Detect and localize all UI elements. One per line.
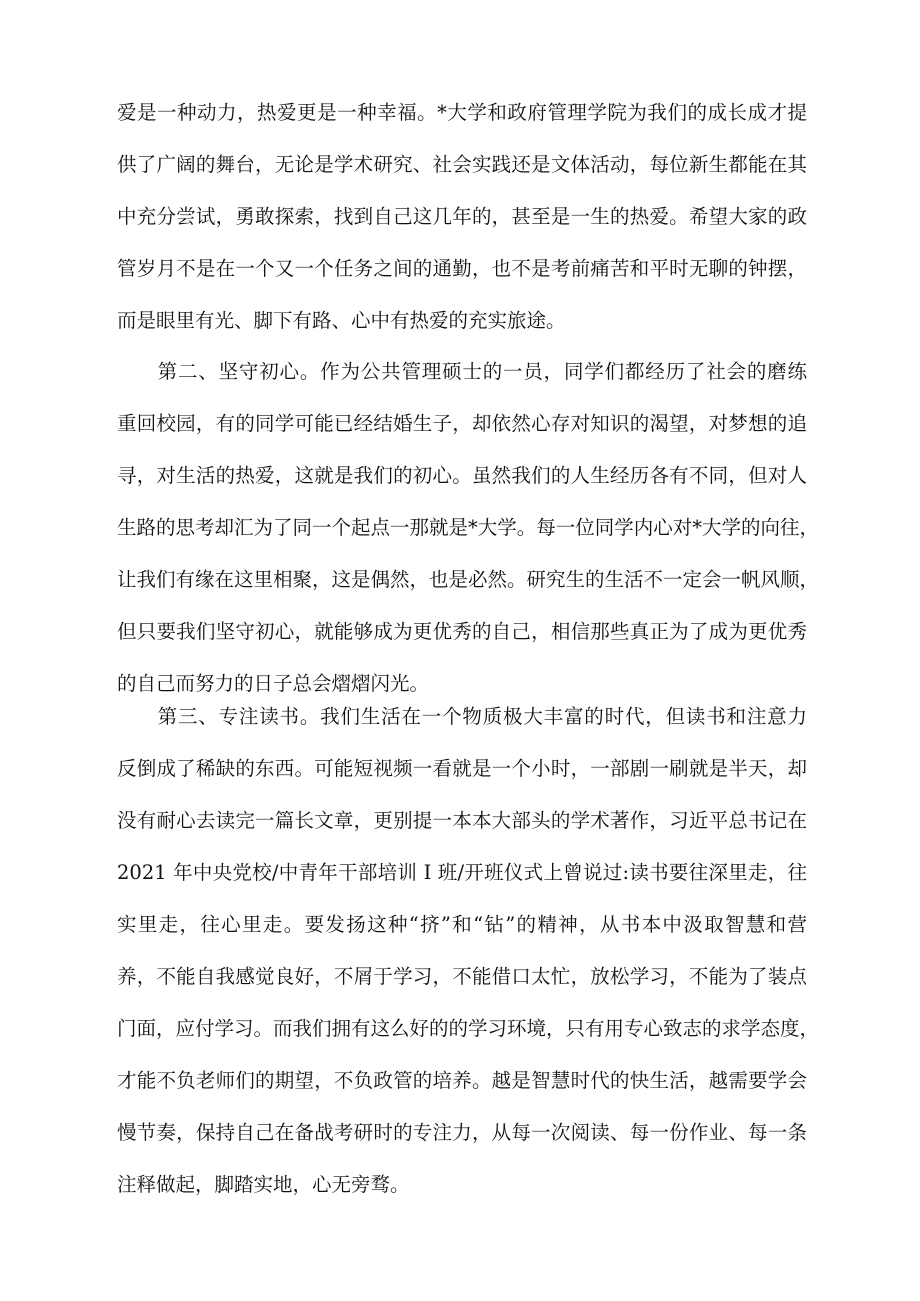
text-line: 让我们有缘在这里相聚，这是偶然，也是必然。研究生的生活不一定会一帆风顺， xyxy=(117,568,820,591)
text-line: 没有耐心去读完一篇长文章，更别提一本本大部头的学术著作，习近平总书记在 xyxy=(117,809,807,832)
text-line: 供了广阔的舞台，无论是学术研究、社会实践还是文体活动，每位新生都能在其 xyxy=(117,153,807,176)
text-line: 慢节奏，保持自己在备战考研时的专注力，从每一次阅读、每一份作业、每一条 xyxy=(117,1121,807,1144)
text-line: 爱是一种动力，热爱更是一种幸福。*大学和政府管理学院为我们的成长成才提 xyxy=(117,101,807,124)
paragraph-original-aspiration xyxy=(117,346,820,710)
text-line: 第二、坚守初心。作为公共管理硕士的一员，同学们都经历了社会的磨练 xyxy=(117,360,807,383)
text-line: 中充分尝试，勇敢探索，找到自己这几年的，甚至是一生的热爱。希望大家的政 xyxy=(117,205,807,228)
text-line: 2021 年中央党校/中青年干部培训 I 班/开班仪式上曾说过:读书要往深里走，往 xyxy=(117,861,807,884)
text-line: 第三、专注读书。我们生活在一个物质极大丰富的时代，但读书和注意力 xyxy=(117,705,807,728)
text-line: 的自己而努力的日子总会熠熠闪光。 xyxy=(117,672,430,695)
text-line: 管岁月不是在一个又一个任务之间的通勤，也不是考前痛苦和平时无聊的钟摆， xyxy=(117,257,807,280)
text-line: 养，不能自我感觉良好，不屑于学习，不能借口太忙，放松学习，不能为了装点 xyxy=(117,965,807,988)
paragraph-passion xyxy=(117,87,807,347)
text-line: 重回校园，有的同学可能已经结婚生子，却依然心存对知识的渴望，对梦想的追 xyxy=(117,412,807,435)
text-line: 实里走，往心里走。要发扬这种“挤”和“钻”的精神，从书本中汲取智慧和营 xyxy=(117,913,807,936)
text-line: 但只要我们坚守初心，就能够成为更优秀的自己，相信那些真正为了成为更优秀 xyxy=(117,620,807,643)
text-line: 而是眼里有光、脚下有路、心中有热爱的充实旅途。 xyxy=(117,309,566,332)
paragraph-focus-reading xyxy=(117,691,820,1211)
text-line: 注释做起，脚踏实地，心无旁骛。 xyxy=(117,1173,410,1196)
text-line: 反倒成了稀缺的东西。可能短视频一看就是一个小时，一部剧一刷就是半天，却 xyxy=(117,757,807,780)
text-line: 门面，应付学习。而我们拥有这么好的的学习环境，只有用专心致志的求学态度， xyxy=(117,1017,820,1040)
text-line: 才能不负老师们的期望，不负政管的培养。越是智慧时代的快生活，越需要学会 xyxy=(117,1069,807,1092)
text-line: 寻，对生活的热爱，这就是我们的初心。虽然我们的人生经历各有不同，但对人 xyxy=(117,464,807,487)
text-line: 生路的思考却汇为了同一个起点一那就是*大学。每一位同学内心对*大学的向往， xyxy=(117,516,820,539)
